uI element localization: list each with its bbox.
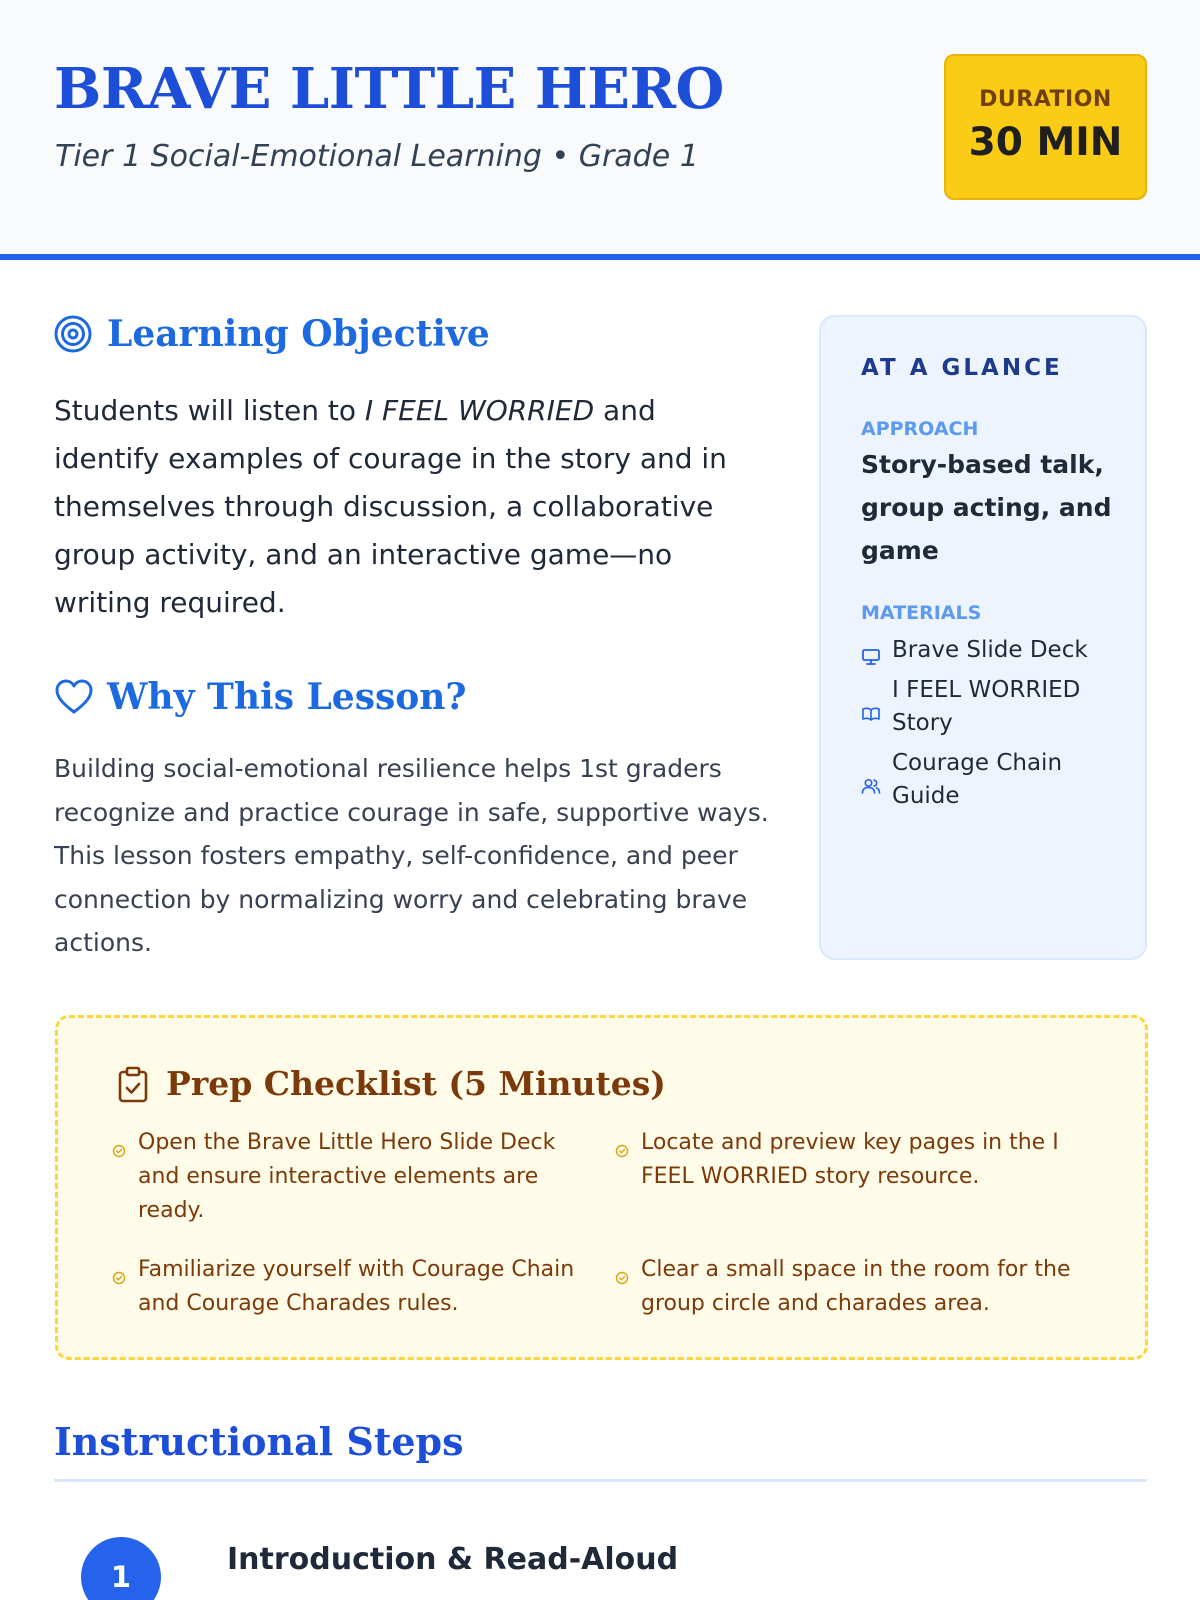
checklist-item [112, 1126, 572, 1228]
approach-label: APPROACH [861, 418, 979, 440]
duration-label: DURATION [979, 87, 1112, 112]
check-circle-icon [615, 1135, 629, 1169]
materials-label: MATERIALS [861, 602, 982, 624]
users-icon [861, 772, 881, 805]
instructional-steps-heading: Instructional Steps [54, 1419, 464, 1464]
check-circle-icon [112, 1262, 126, 1296]
objective-text-after: and identify examples of courage in the story and in themselves through discussion, a collaborative group activity, and an interactive game—no writing required. [54, 394, 727, 619]
step-number-badge: 1 [81, 1537, 161, 1600]
checklist-text: Open the Brave Little Hero Slide Deck and ensure interactive elements are ready. [138, 1130, 556, 1223]
duration-badge [944, 54, 1147, 200]
divider [54, 1479, 1147, 1482]
monitor-icon [861, 643, 881, 676]
check-circle-icon [615, 1262, 629, 1296]
checklist-text: Locate and preview key pages in the I FEEL WORRIED story resource. [641, 1130, 1059, 1189]
at-a-glance-card [819, 315, 1147, 960]
at-a-glance-title: AT A GLANCE [861, 355, 1063, 381]
target-icon [54, 315, 92, 363]
lesson-subtitle: Tier 1 Social-Emotional Learning • Grade 1 [55, 139, 699, 174]
material-item [861, 747, 1131, 813]
checklist-text: Clear a small space in the room for the group circle and charades area. [641, 1257, 1071, 1316]
book-icon [861, 699, 881, 732]
why-lesson-title: Why This Lesson? [107, 676, 467, 718]
duration-value: 30 MIN [968, 120, 1123, 165]
checklist-item [615, 1126, 1075, 1194]
check-circle-icon [112, 1135, 126, 1169]
learning-objective-title: Learning Objective [107, 313, 490, 355]
material-item [861, 674, 1131, 740]
checklist-item [615, 1253, 1075, 1321]
lesson-title: BRAVE LITTLE HERO [54, 56, 724, 122]
clipboard-check-icon [116, 1066, 150, 1115]
step-title: Introduction & Read-Aloud [227, 1542, 679, 1577]
prep-checklist [55, 1015, 1148, 1360]
material-label: Courage Chain Guide [892, 750, 1063, 809]
prep-checklist-title: Prep Checklist (5 Minutes) [166, 1064, 666, 1103]
why-lesson-text: Building social-emotional resilience helps 1st graders recognize and practice courage in safe, supportive ways. This lesson fosters empathy, self-confidence, and peer connection by normalizing worry and celebrating brave actions. [54, 754, 769, 957]
heart-icon [54, 678, 94, 726]
material-label: Brave Slide Deck [892, 637, 1088, 663]
checklist-text: Familiarize yourself with Courage Chain and Courage Charades rules. [138, 1257, 575, 1316]
objective-text-before: Students will listen to [54, 394, 365, 427]
checklist-item [112, 1253, 575, 1321]
learning-objective-text [54, 387, 744, 627]
material-label: I FEEL WORRIED Story [892, 677, 1081, 736]
approach-text: Story-based talk, group acting, and game [861, 450, 1112, 565]
objective-book-title: I FEEL WORRIED [364, 394, 595, 427]
lesson-header [0, 0, 1200, 260]
material-item [861, 634, 1131, 667]
